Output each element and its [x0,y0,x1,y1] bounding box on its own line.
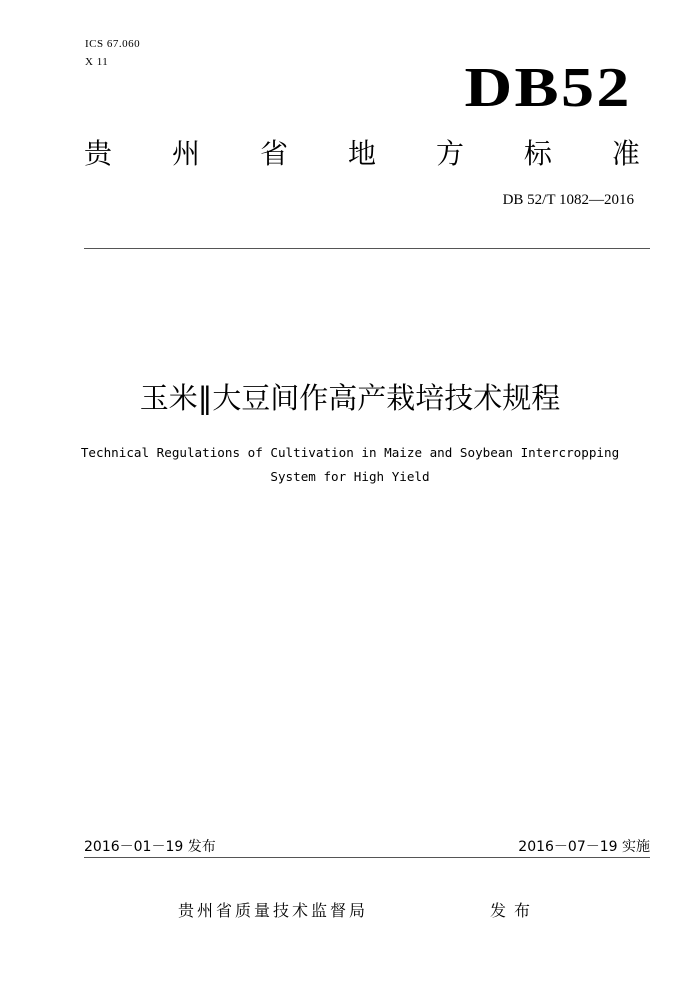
standard-type-heading [84,136,640,172]
bottom-divider [84,857,650,858]
document-title-english [0,441,700,489]
issue-label: 发布 [490,901,539,920]
standard-type-char: 州 [171,137,200,170]
issuing-authority: 贵州省质量技术监督局 [178,901,369,920]
ics-code: ICS 67.060 [85,38,141,50]
standard-type-char: 标 [523,137,552,170]
standard-type-char: 地 [347,137,376,170]
classification-code: X 11 [85,56,109,68]
implementation-date: 2016－07－19 实施 [518,839,650,855]
standard-logo: DB52 [464,57,632,119]
issue-date: 2016－01－19 发布 [84,839,216,855]
english-title-line-1: Technical Regulations of Cultivation in Maize and Soybean Intercropping [80,445,620,460]
standard-type-char: 准 [611,137,640,170]
standard-type-char: 贵 [84,137,113,170]
standard-number: DB 52/T 1082—2016 [502,192,634,208]
top-divider [84,248,650,249]
standard-type-char: 方 [435,137,464,170]
standard-type-char: 省 [259,137,288,170]
document-title-chinese: 玉米‖大豆间作高产栽培技术规程 [139,381,561,415]
english-title-line-2: System for High Yield [270,469,430,484]
